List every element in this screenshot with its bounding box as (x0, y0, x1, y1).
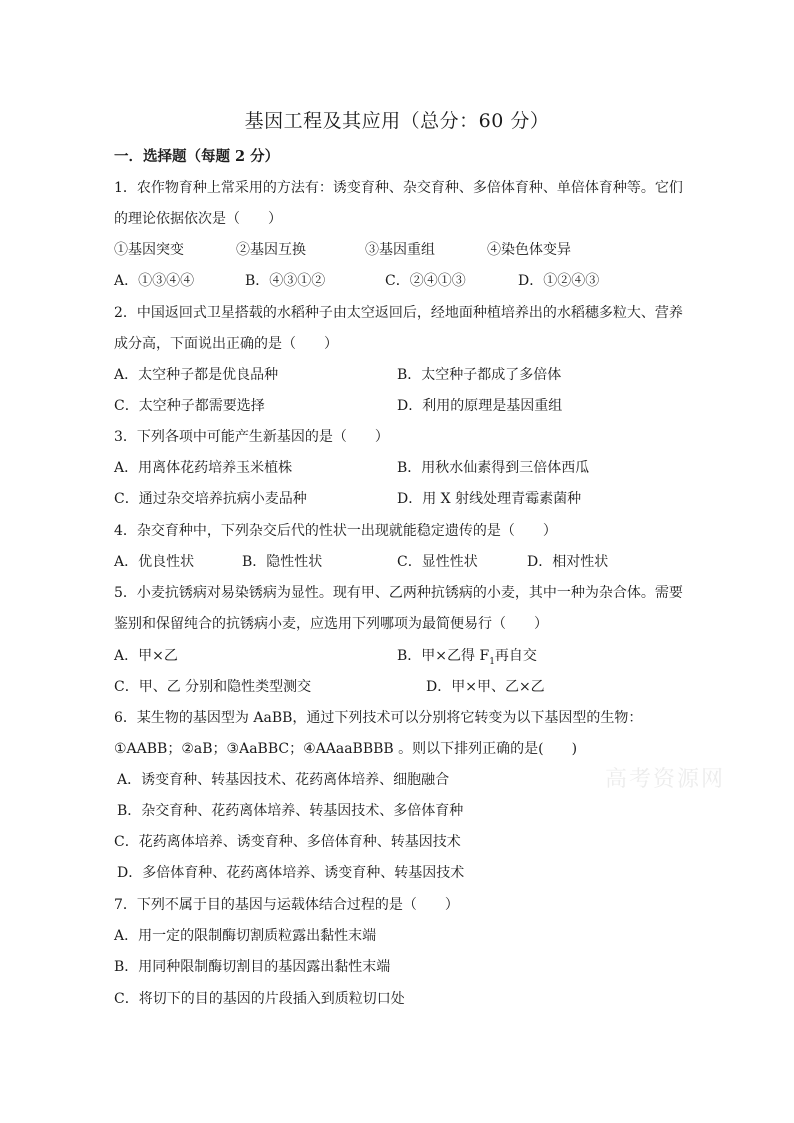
q1-item-1: ①基因突变 (114, 242, 184, 258)
q7-option-c[interactable]: C．将切下的目的基因的片段插入到质粒切口处 (114, 991, 405, 1007)
q5-option-b[interactable] (397, 645, 537, 667)
q2-option-d[interactable]: D．利用的原理是基因重组 (397, 398, 563, 414)
watermark: 高考资源网 (605, 767, 726, 792)
q6-stem-line1: 6．某生物的基因型为 AaBB，通过下列技术可以分别将它转变为以下基因型的生物： (114, 710, 643, 726)
q4-stem: 4．杂交育种中，下列杂交后代的性状一出现就能稳定遗传的是（ ） (114, 523, 557, 539)
q3-option-a[interactable]: A．用离体花药培养玉米植株 (114, 460, 293, 476)
q1-option-d[interactable]: D．①②④③ (518, 273, 600, 289)
q3-option-d[interactable]: D．用 X 射线处理青霉素菌种 (397, 491, 582, 507)
q1-option-a[interactable]: A．①③④④ (114, 273, 195, 289)
q4-option-c[interactable]: C．显性性状 (397, 554, 478, 570)
q2-option-a[interactable]: A．太空种子都是优良品种 (114, 367, 279, 383)
q2-option-b[interactable]: B．太空种子都成了多倍体 (397, 367, 562, 383)
q3-option-c[interactable]: C．通过杂交培养抗病小麦品种 (114, 491, 307, 507)
q3-option-b[interactable]: B．用秋水仙素得到三倍体西瓜 (397, 460, 590, 476)
q3-stem: 3．下列各项中可能产生新基因的是（ ） (114, 429, 389, 445)
q4-option-b[interactable]: B．隐性性状 (242, 554, 323, 570)
q6-option-b[interactable]: B．杂交育种、花药离体培养、转基因技术、多倍体育种 (117, 803, 464, 819)
q5-option-d[interactable]: D．甲×甲、乙×乙 (426, 679, 545, 695)
q7-option-b[interactable]: B．用同种限制酶切割目的基因露出黏性末端 (114, 959, 391, 975)
q6-option-c[interactable]: C．花药离体培养、诱变育种、多倍体育种、转基因技术 (114, 834, 461, 850)
q2-option-c[interactable]: C．太空种子都需要选择 (114, 398, 265, 414)
q2-stem-line2: 成分高，下面说出正确的是（ ） (114, 336, 338, 352)
q7-option-a[interactable]: A．用一定的限制酶切割质粒露出黏性末端 (114, 928, 377, 944)
q1-item-4: ④染色体变异 (487, 242, 571, 258)
q5-option-c[interactable]: C．甲、乙 分别和隐性类型测交 (114, 679, 312, 695)
q5-stem-line2: 鉴别和保留纯合的抗锈病小麦，应选用下列哪项为最简便易行（ ） (114, 616, 548, 632)
q4-option-a[interactable]: A．优良性状 (114, 554, 195, 570)
q5-stem-line1: 5．小麦抗锈病对易染锈病为显性。现有甲、乙两种抗锈病的小麦，其中一种为杂合体。需要 (114, 585, 683, 601)
q4-option-d[interactable]: D．相对性状 (527, 554, 609, 570)
q5-option-b-text: B．甲×乙得 F (397, 648, 490, 664)
q5-option-b-subscript: 1 (489, 656, 495, 667)
q7-stem: 7．下列不属于目的基因与运载体结合过程的是（ ） (114, 897, 459, 913)
q6-option-d[interactable]: D．多倍体育种、花药离体培养、诱变育种、转基因技术 (117, 865, 465, 881)
q1-item-3: ③基因重组 (365, 242, 435, 258)
q1-stem-line1: 1．农作物育种上常采用的方法有：诱变育种、杂交育种、多倍体育种、单倍体育种等。它们 (114, 180, 683, 196)
section-heading: 一．选择题（每题 2 分） (114, 148, 280, 165)
q5-option-b-suffix: 再自交 (494, 648, 537, 664)
q5-option-a[interactable]: A．甲×乙 (114, 648, 178, 664)
q1-stem-line2: 的理论依据依次是（ ） (114, 211, 282, 227)
q2-stem-line1: 2．中国返回式卫星搭载的水稻种子由太空返回后，经地面种植培养出的水稻穗多粒大、营养 (114, 305, 683, 321)
q1-option-c[interactable]: C．②④①③ (385, 273, 466, 289)
q6-option-a[interactable]: A．诱变育种、转基因技术、花药离体培养、细胞融合 (117, 772, 450, 788)
page-title: 基因工程及其应用（总分：60 分） (244, 110, 550, 132)
q6-stem-line2: ①AABB；②aB；③AaBBC；④AAaaBBBB 。则以下排列正确的是( ) (114, 741, 578, 757)
q1-option-b[interactable]: B．④③①② (245, 273, 326, 289)
q1-item-2: ②基因互换 (236, 242, 306, 258)
